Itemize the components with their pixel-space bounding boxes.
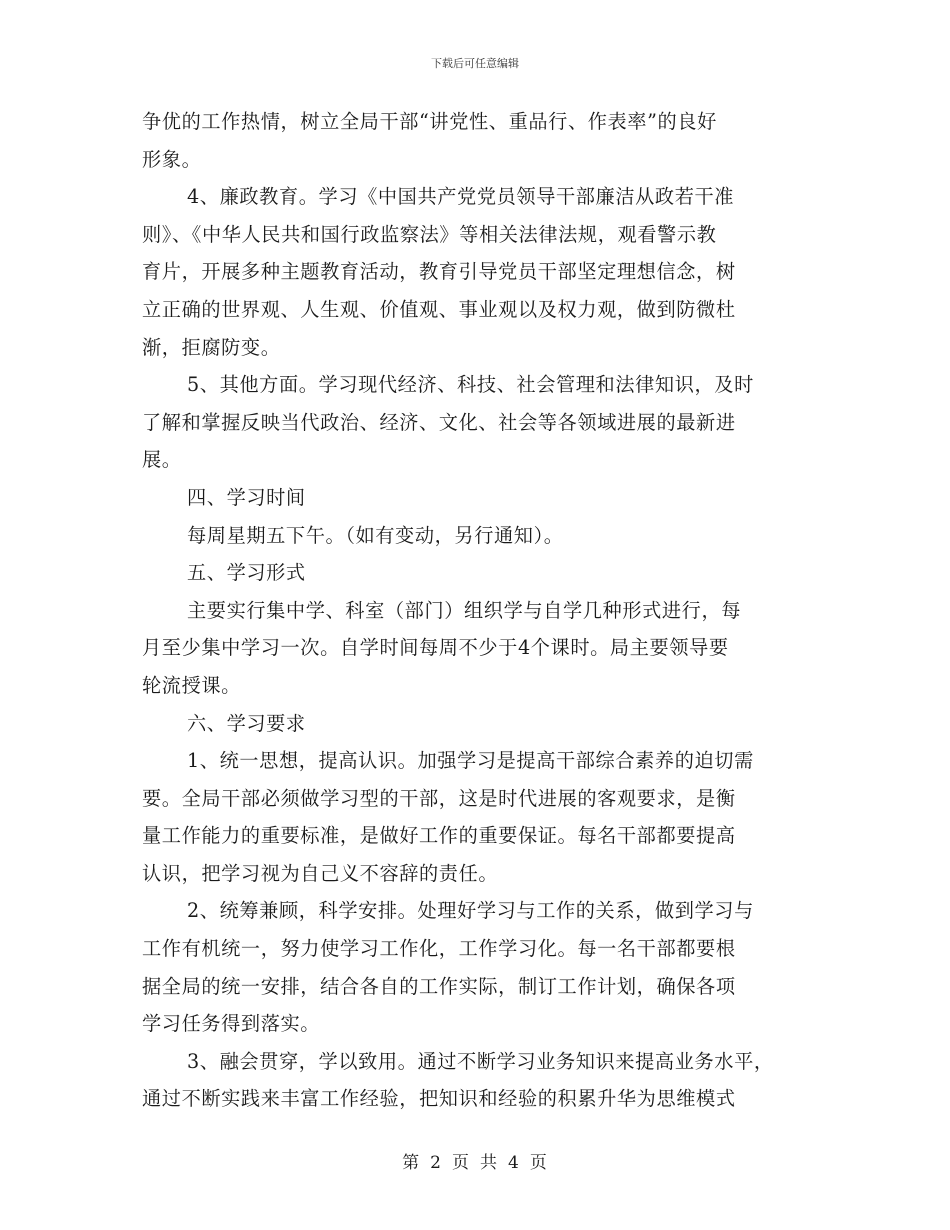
text-line: 立正确的世界观、人生观、价值观、事业观以及权力观，做到防微杜 <box>142 297 736 321</box>
text-line: 3、融会贯穿，学以致用。通过不断学习业务知识来提高业务水平， <box>187 1049 774 1073</box>
text-line: 学习任务得到落实。 <box>142 1012 321 1036</box>
text-line: 争优的工作热情，树立全局干部“讲党性、重品行、作表率”的良好 <box>142 110 717 133</box>
text-line: 形象。 <box>142 147 202 171</box>
footer-suffix: 页 <box>529 1153 548 1173</box>
text-line: 轮流授课。 <box>142 673 241 697</box>
text-line: 渐，拒腐防变。 <box>142 335 281 359</box>
footer-prefix: 第 <box>402 1153 421 1173</box>
document-body <box>142 103 810 1118</box>
text-line: 2、统筹兼顾，科学安排。处理好学习与工作的关系，做到学习与 <box>187 899 754 923</box>
text-line: 5、其他方面。学习现代经济、科技、社会管理和法律知识，及时 <box>187 373 754 397</box>
text-line: 四、学习时间 <box>187 485 306 509</box>
text-line: 了解和掌握反映当代政治、经济、文化、社会等各领域进展的最新进 <box>142 410 736 434</box>
text-line: 每周星期五下午。（如有变动，另行通知）。 <box>187 523 564 547</box>
text-line: 工作有机统一，努力使学习工作化，工作学习化。每一名干部都要根 <box>142 937 736 961</box>
footer-total-label: 共 <box>480 1153 498 1173</box>
text-line: 六、学习要求 <box>187 711 306 735</box>
footer-page-number: 2 <box>430 1153 442 1173</box>
text-line: 五、学习形式 <box>187 561 306 585</box>
text-line: 认识，把学习视为自己义不容辞的责任。 <box>142 861 499 885</box>
footer-page-label: 页 <box>452 1153 470 1173</box>
text-line: 据全局的统一安排，结合各自的工作实际，制订工作计划，确保各项 <box>142 974 736 998</box>
page-header: 下载后可任意编辑 <box>431 57 519 70</box>
text-line: 主要实行集中学、科室（部门）组织学与自学几种形式进行，每 <box>187 598 742 622</box>
text-line: 4、廉政教育。学习《中国共产党党员领导干部廉洁从政若干准 <box>187 185 735 209</box>
text-line: 量工作能力的重要标准，是做好工作的重要保证。每名干部都要提高 <box>142 824 736 848</box>
page-footer <box>0 1148 950 1173</box>
text-line: 展。 <box>142 448 182 472</box>
footer-total-pages: 4 <box>508 1153 520 1173</box>
text-line: 则》、《中华人民共和国行政监察法》等相关法律法规，观看警示教 <box>142 222 717 246</box>
text-line: 月至少集中学习一次。自学时间每周不少于4个课时。局主要领导要 <box>142 636 729 660</box>
text-line: 1、统一思想，提高认识。加强学习是提高干部综合素养的迫切需 <box>187 749 754 773</box>
text-line: 通过不断实践来丰富工作经验，把知识和经验的积累升华为思维模式 <box>142 1087 736 1111</box>
text-line: 育片，开展多种主题教育活动，教育引导党员干部坚定理想信念，树 <box>142 260 736 284</box>
text-line: 要。全局干部必须做学习型的干部，这是时代进展的客观要求，是衡 <box>142 786 736 810</box>
